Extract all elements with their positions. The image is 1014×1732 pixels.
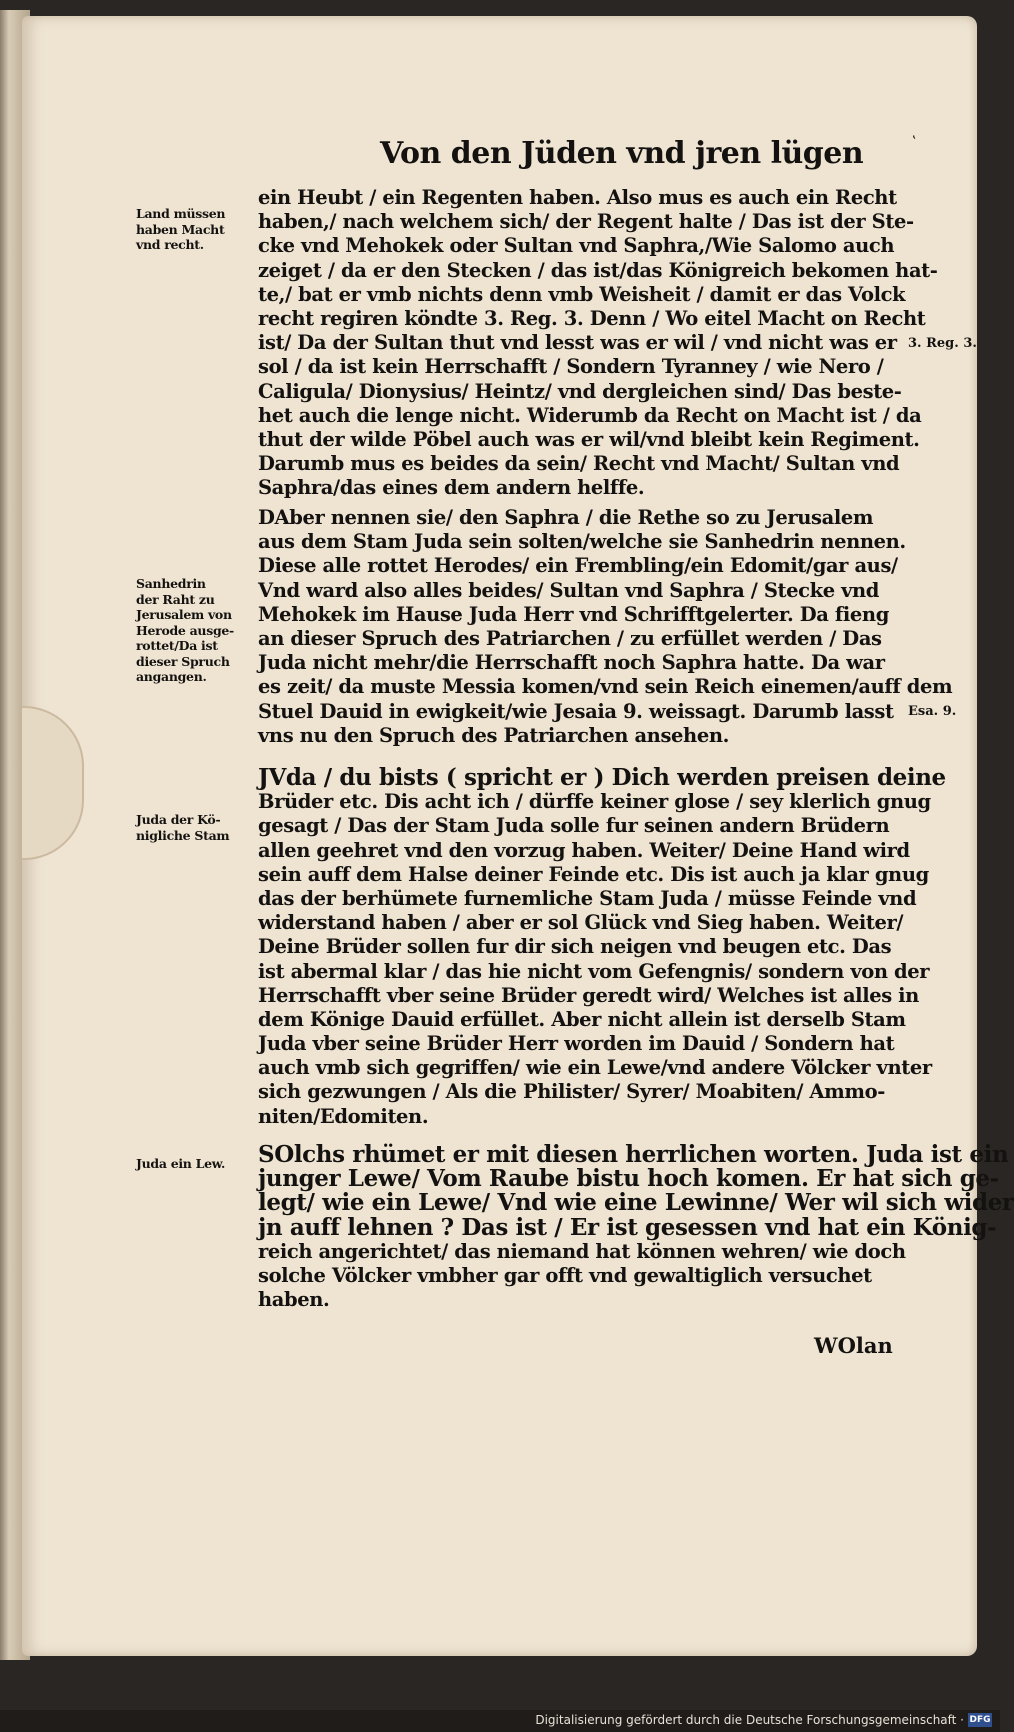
text-line: niten/Edomiten.: [258, 1104, 429, 1128]
text-line: junger Lewe/ Vom Raube bistu hoch komen. Er hat sich ge-: [258, 1165, 999, 1193]
text-line: das der berhümete furnemliche Stam Juda / müsse Feinde vnd: [258, 886, 917, 910]
margin-note-line: der Raht zu: [136, 591, 215, 607]
margin-note-1: [136, 206, 258, 253]
margin-note-line: Juda ein Lew.: [136, 1156, 226, 1171]
page-heading: Von den Jüden vnd jren lügen: [380, 136, 864, 171]
text-line: te,/ bat er vmb nichts denn vmb Weisheit / damit er das Volck: [258, 282, 906, 306]
text-line: jn auff lehnen ? Das ist / Er ist gesessen vnd hat ein König-: [258, 1213, 997, 1241]
margin-note-4: [136, 1156, 258, 1172]
text-line: auch vmb sich gegriffen/ wie ein Lewe/vnd andere Völcker vnter: [258, 1056, 932, 1080]
text-line: Brüder etc. Dis acht ich / dürffe keiner glose / sey klerlich gnug: [258, 790, 931, 814]
text-line: Stuel Dauid in ewigkeit/wie Jesaia 9. weissagt. Darumb lasst: [258, 699, 894, 723]
text-line: Juda nicht mehr/die Herrschafft noch Saphra hatte. Da war: [258, 651, 885, 675]
margin-note-line: dieser Spruch: [136, 653, 230, 669]
margin-note-2: [136, 576, 258, 685]
text-line: es zeit/ da muste Messia komen/vnd sein Reich einemen/auff dem: [258, 675, 953, 699]
dfg-logo: DFG: [969, 1715, 991, 1725]
margin-note-line: vnd recht.: [136, 237, 204, 252]
text-line: haben.: [258, 1288, 330, 1312]
text-line: Darumb mus es beides da sein/ Recht vnd Macht/ Sultan vnd: [258, 452, 900, 476]
text-line: sol / da ist kein Herrschafft / Sondern Tyranney / wie Nero /: [258, 355, 884, 379]
text-line: gesagt / Das der Stam Juda solle fur seinen andern Brüdern: [258, 814, 890, 838]
margin-note-line: Jerusalem von: [136, 607, 232, 622]
margin-note-3: [136, 812, 258, 843]
footer-bar: [0, 1710, 1000, 1732]
text-line: an dieser Spruch des Patriarchen / zu erfüllet werden / Das: [258, 626, 882, 650]
text-line: het auch die lenge nicht. Widerumb da Recht on Macht ist / da: [258, 403, 922, 427]
text-line: Juda vber seine Brüder Herr worden im Dauid / Sondern hat: [258, 1032, 895, 1056]
text-line: Deine Brüder sollen fur dir sich neigen vnd beugen etc. Das: [258, 935, 892, 959]
text-line: legt/ wie ein Lewe/ Vnd wie eine Lewinne/ Wer wil sich wider: [258, 1189, 1014, 1217]
right-reference-2: Esa. 9.: [908, 704, 957, 719]
text-line: aus dem Stam Juda sein solten/welche sie Sanhedrin nennen.: [258, 530, 906, 554]
text-line: reich angerichtet/ das niemand hat können wehren/ wie doch: [258, 1239, 906, 1263]
margin-note-line: Juda der Kö-: [136, 812, 221, 827]
text-line: cke vnd Mehokek oder Sultan vnd Saphra,/Wie Salomo auch: [258, 234, 895, 258]
text-line: allen geehret vnd den vorzug haben. Weiter/ Deine Hand wird: [258, 838, 910, 862]
text-line: DAber nennen sie/ den Saphra / die Rethe so zu Jerusalem: [258, 506, 874, 529]
text-line: Herrschafft vber seine Brüder geredt wird/ Welches ist alles in: [258, 983, 919, 1007]
text-line: ein Heubt / ein Regenten haben. Also mus es auch ein Recht: [258, 186, 897, 209]
margin-note-line: angangen.: [136, 669, 207, 684]
text-line: Diese alle rottet Herodes/ ein Frembling/ein Edomit/gar aus/: [258, 554, 898, 578]
text-line: sein auff dem Halse deiner Feinde etc. Dis ist auch ja klar gnug: [258, 862, 929, 886]
right-reference-1: 3. Reg. 3.: [908, 336, 977, 351]
text-line: ist abermal klar / das hie nicht vom Gefengnis/ sondern von der: [258, 959, 930, 983]
margin-note-line: Herode ausge-: [136, 622, 234, 638]
text-line: ist/ Da der Sultan thut vnd lesst was er wil / vnd nicht was er: [258, 331, 897, 355]
text-line: haben,/ nach welchem sich/ der Regent halte / Das ist der Ste-: [258, 210, 914, 234]
text-line: Mehokek im Hause Juda Herr vnd Schrifftgelerter. Da fieng: [258, 602, 889, 626]
text-line: thut der wilde Pöbel auch was er wil/vnd bleibt kein Regiment.: [258, 427, 920, 451]
text-line: JVda / du bists ( spricht er ) Dich werden preisen deine: [258, 764, 946, 791]
book-clasp: [22, 706, 84, 860]
text-line: dem Könige Dauid erfüllet. Aber nicht allein ist derselb Stam: [258, 1007, 906, 1031]
margin-note-line: Land müssen: [136, 206, 226, 221]
text-line: Saphra/das eines dem andern helffe.: [258, 476, 645, 500]
text-line: SOlchs rhümet er mit diesen herrlichen worten. Juda ist ein: [258, 1141, 1009, 1168]
margin-note-line: nigliche Stam: [136, 827, 230, 843]
text-line: recht regiren köndte 3. Reg. 3. Denn / Wo eitel Macht on Recht: [258, 306, 926, 330]
text-line: sich gezwungen / Als die Philister/ Syrer/ Moabiten/ Ammo-: [258, 1080, 885, 1104]
paragraph-3: [258, 764, 946, 1129]
text-line: Caligula/ Dionysius/ Heintz/ vnd dergleichen sind/ Das beste-: [258, 379, 902, 403]
text-line: widerstand haben / aber er sol Glück vnd Sieg haben. Weiter/: [258, 911, 904, 935]
text-line: solche Völcker vmbher gar offt vnd gewaltiglich versuchet: [258, 1263, 872, 1287]
text-line: Vnd ward also alles beides/ Sultan vnd Saphra / Stecke vnd: [258, 578, 880, 602]
paragraph-1: [258, 186, 938, 500]
margin-note-line: rottet/Da ist: [136, 638, 218, 653]
catchword: WOlan: [814, 1333, 893, 1358]
text-line: zeiget / da er den Stecken / das ist/das Königreich bekomen hat-: [258, 258, 938, 282]
top-mark: ‛: [912, 134, 917, 150]
paragraph-4: [258, 1141, 1014, 1312]
footer-credit: Digitalisierung gefördert durch die Deutsche Forschungsgemeinschaft ·: [535, 1713, 964, 1727]
text-line: vns nu den Spruch des Patriarchen ansehen.: [258, 723, 729, 747]
margin-note-line: Sanhedrin: [136, 576, 206, 591]
margin-note-line: haben Macht: [136, 221, 225, 237]
